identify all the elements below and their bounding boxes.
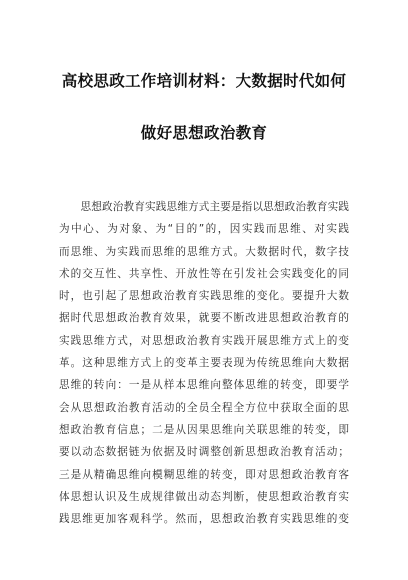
body-line: 为中心、为对象、为“目的”的，因实践而思维、对实践 (59, 223, 349, 236)
document-title-line-1: 高校思政工作培训材料：大数据时代如何 (61, 72, 347, 90)
body-line: 会从思想政治教育活动的全员全程全方位中获取全面的思 (59, 401, 349, 414)
body-line: 想政治教育信息；二是从因果思维向关联思维的转变，即 (59, 423, 349, 436)
body-line: 三是从精确思维向模糊思维的转变，即对思想政治教育客 (59, 468, 349, 481)
body-line: 时，也引起了思想政治教育实践思维的变化。要提升大数 (59, 290, 349, 303)
body-paragraph (59, 196, 349, 530)
body-line: 据时代思想政治教育效果，就要不断改进思想政治教育的 (59, 312, 349, 325)
body-line: 术的交互性、共享性、开放性等在引发社会实践变化的同 (59, 267, 349, 280)
document-title-line-2: 做好思想政治教育 (140, 124, 268, 142)
body-line: 思维的转向：一是从样本思维向整体思维的转变，即要学 (59, 379, 349, 392)
body-line: 而思维、为实践而思维的思维方式。大数据时代，数字技 (59, 245, 349, 258)
body-line: 践思维更加客观科学。然而，思想政治教育实践思维的变 (59, 513, 349, 526)
body-line: 革。这种思维方式上的变革主要表现为传统思维向大数据 (59, 357, 349, 370)
body-line: 要以动态数据链为依据及时调整创新思想政治教育活动； (59, 446, 349, 459)
body-line: 思想政治教育实践思维方式主要是指以思想政治教育实践 (59, 201, 349, 213)
body-line: 实践思维方式，对思想政治教育实践开展思维方式上的变 (59, 334, 349, 347)
body-line: 体思想认识及生成规律做出动态判断，使思想政治教育实 (59, 490, 349, 503)
